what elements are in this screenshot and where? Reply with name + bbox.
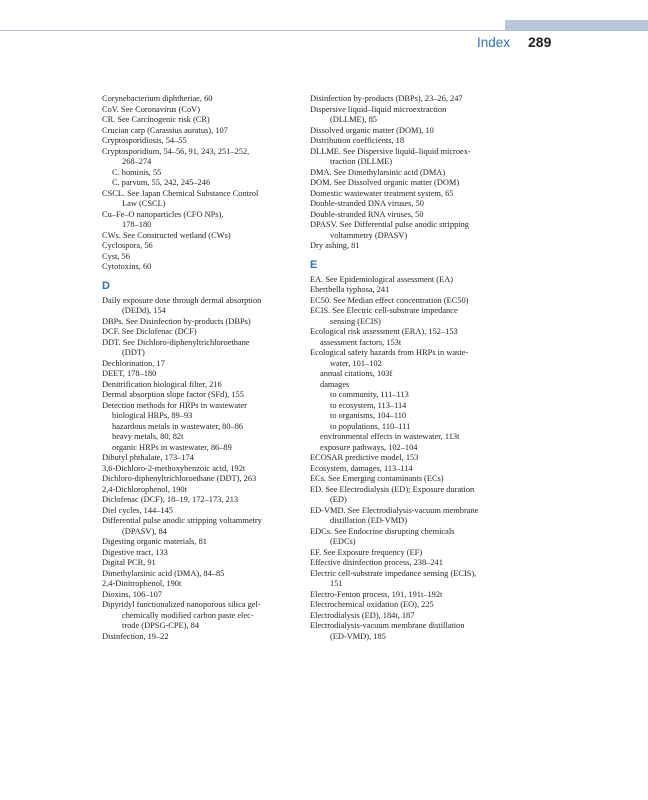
index-entry [102,231,290,242]
index-entry-line: (ED) [330,495,347,504]
index-entry-line: Eberthella typhosa, 241 [310,285,390,294]
index-letter-heading: E [310,258,318,271]
index-entry-line: Ecological risk assessment (ERA), 152–153 [310,327,458,336]
header-rule [0,30,648,31]
index-entry-line: Double-stranded DNA viruses, 50 [310,199,424,208]
index-entry-line: Dispersive liquid–liquid microextraction [310,104,447,114]
index-entry-line: DEET, 178–180 [102,369,157,378]
index-entry-line: Detection methods for HRPs in wastewater [102,400,247,410]
index-entry-line: exposure pathways, 102–104 [320,442,418,452]
index-subentry [310,422,510,433]
index-entry [310,199,510,210]
index-entry-line: to community, 111–113 [330,390,409,399]
index-entry-line: organic HRPs in wastewater, 86–89 [112,442,232,452]
index-entry-line: Digital PCR, 91 [102,558,156,567]
index-entry [102,136,290,147]
index-entry-line: ED-VMD. See Electrodialysis-vacuum membrane [310,505,479,515]
index-subentry [102,432,290,443]
index-entry-line: water, 101–102 [330,358,382,368]
index-entry-line: C. parvum, 55, 242, 245–246 [112,178,211,187]
index-entry [102,537,290,548]
index-entry-line: ECIS. See Electric cell-substrate impedance [310,306,458,315]
index-entry-line: Denitrification biological filter, 216 [102,379,222,389]
index-entry [310,136,510,147]
index-entry-line: DBPs. See Disinfection by-products (DBPs) [102,316,251,326]
index-entry-line: 2,4-Dichlorophenol, 190t [102,484,187,494]
index-entry-line: Dechlorination, 17 [102,358,165,368]
index-entry [102,105,290,116]
index-entry-line: Disinfection by-products (DBPs), 23–26, 247 [310,94,463,103]
index-entry-line: CR. See Carcinogenic risk (CR) [102,115,210,124]
index-entry [102,359,290,370]
index-entry-line: Distribution coefficients, 18 [310,136,405,145]
index-entry-line: (DPASV), 84 [122,526,167,536]
index-entry [102,147,290,168]
index-entry [102,516,290,537]
index-entry [310,590,510,601]
index-entry [102,401,290,412]
index-entry-line: annual citations, 103f [320,369,393,378]
index-entry [102,464,290,475]
index-entry [102,380,290,391]
index-entry [310,327,510,338]
index-entry-line: Dibutyl phthalate, 173–174 [102,453,194,462]
index-entry-line: heavy metals, 80, 82t [112,432,184,441]
index-entry-line: distillation (ED-VMD) [330,516,407,525]
index-entry [102,296,290,317]
index-entry-line: (EDCs) [330,537,356,546]
index-subentry [102,422,290,433]
index-entry [102,317,290,328]
index-entry [310,474,510,485]
index-entry-line: Cryptosporidiosis, 54–55 [102,136,187,145]
index-entry [102,126,290,137]
index-entry [310,210,510,221]
index-entry-line: Dioxins, 106–107 [102,589,163,599]
index-entry-line: environmental effects in wastewater, 113t [320,432,460,441]
index-subentry [102,168,290,179]
index-entry-line: EC50. See Median effect concentration (EC50) [310,295,469,305]
index-entry-line: to ecosystem, 113–114 [330,400,407,410]
index-entry-line: Cryptosporidium, 54–56, 91, 243, 251–252, [102,146,250,156]
index-entry-line: Double-stranded RNA viruses, 50 [310,209,424,219]
index-column-left [102,94,290,642]
index-entry-line: trode (DPSG-CPE), 84 [122,621,200,630]
index-entry-line: assessment factors, 153t [320,337,402,347]
index-entry-line: Diclofenac (DCF), 18–19, 172–173, 213 [102,495,239,504]
index-entry [310,168,510,179]
index-entry [310,464,510,475]
index-entry-line: DLLME. See Dispersive liquid–liquid microex- [310,146,471,156]
index-entry-line: Differential pulse anodic stripping voltammetry [102,516,262,525]
index-entry-line: to populations, 110–111 [330,421,411,431]
index-entry [102,495,290,506]
index-entry [310,275,510,286]
index-entry-line: Diel cycles, 144–145 [102,505,173,515]
index-entry-line: 178–180 [122,220,152,229]
index-entry [310,241,510,252]
index-entry [102,241,290,252]
index-entry [310,105,510,126]
index-entry-line: (ED-VMD), 185 [330,631,386,641]
index-subentry [310,432,510,443]
index-entry-line: Ecological safety hazards from HRPs in waste- [310,348,469,357]
index-entry [310,558,510,569]
index-entry [102,189,290,210]
index-subentry [102,178,290,189]
index-entry-line: Crucian carp (Carassius auratus), 107 [102,125,228,135]
index-entry-line: (DLLME), 85 [330,115,377,124]
index-entry-line: CSCL. See Japan Chemical Substance Control [102,188,259,198]
index-entry-line: Electrodialysis (ED), 184t, 187 [310,610,415,620]
index-entry [310,621,510,642]
index-entry [310,569,510,590]
index-entry-line: Electric cell-substrate impedance sensing (ECIS), [310,568,477,578]
index-entry [102,390,290,401]
index-entry-line: CWs. See Constructed wetland (CWs) [102,230,231,240]
index-entry [310,506,510,527]
index-entry [310,296,510,307]
index-entry-line: 2,4-Dinitrophenol, 190t [102,579,182,588]
index-entry-line: 3,6-Dichloro-2-methoxybenzoic acid, 192t [102,463,246,473]
index-entry [310,548,510,559]
index-entry [102,327,290,338]
index-entry-line: Corynebacterium diphtheriae, 60 [102,94,213,103]
index-subentry [102,411,290,422]
index-entry [310,220,510,241]
index-subentry [310,390,510,401]
index-entry [310,348,510,369]
index-column-right [310,94,510,642]
index-entry-line: Cu–Fe–O nanoparticles (CFO NPs), [102,209,224,219]
index-entry-line: hazardous metals in wastewater, 80–86 [112,421,244,431]
index-entry-line: 268–274 [122,157,152,166]
index-entry-line: DPASV. See Differential pulse anodic stripping [310,220,469,229]
index-entry-line: EDCs. See Endocrine disrupting chemicals [310,526,455,536]
index-entry-line: sensing (ECIS) [330,316,381,326]
index-entry [310,485,510,506]
index-entry [102,453,290,464]
index-entry-line: chemically modified carbon paste elec- [122,610,254,620]
index-entry-line: traction (DLLME) [330,157,393,166]
index-entry [310,285,510,296]
index-entry-line: EA. See Epidemiological assessment (EA) [310,274,454,284]
index-entry-line: CoV. See Coronavirus (CoV) [102,104,201,114]
index-entry-line: C. hominis, 55 [112,167,162,177]
index-letter-heading: D [102,279,110,292]
index-subentry [310,380,510,391]
index-entry [102,94,290,105]
index-entry [102,252,290,263]
index-entry-line: Digestive tract, 133 [102,547,168,557]
index-subentry [310,369,510,380]
index-entry-line: biological HRPs, 89–93 [112,411,193,420]
index-entry-line: damages [320,379,350,389]
index-entry-line: Electrochemical oxidation (EO), 225 [310,600,434,609]
index-entry-line: Dry ashing, 81 [310,241,360,250]
index-entry-line: Law (CSCL) [122,199,166,208]
index-entry-line: Cyclospora, 56 [102,241,153,250]
index-entry-line: DOM. See Dissolved organic matter (DOM) [310,178,460,187]
index-entry [102,569,290,580]
index-entry [102,210,290,231]
index-entry-line: Ecosystem, damages, 113–114 [310,463,413,473]
index-subentry [102,443,290,454]
index-entry-line: Dissolved organic matter (DOM), 10 [310,125,434,135]
index-entry [310,306,510,327]
index-subentry [310,401,510,412]
index-entry-line: Domestic wastewater treatment system, 65 [310,188,454,198]
index-entry [310,126,510,137]
index-entry [310,189,510,200]
index-entry-line: voltammetry (DPASV) [330,230,408,240]
index-entry-line: (DEDd), 154 [122,306,166,315]
index-entry-line: to organisms, 104–110 [330,411,407,420]
index-entry-line: Daily exposure dose through dermal absorption [102,295,262,305]
index-entry [102,600,290,632]
index-entry-line: Effective disinfection process, 238–241 [310,558,443,567]
index-entry-line: 151 [330,579,343,588]
index-entry-line: ECs. See Emerging contaminants (ECs) [310,474,444,483]
index-entry [102,579,290,590]
index-entry [102,115,290,126]
index-entry [102,474,290,485]
index-entry [310,178,510,189]
index-entry-line: Digesting organic materials, 81 [102,537,207,546]
index-entry [310,611,510,622]
page-number: 289 [528,34,552,50]
index-entry [102,590,290,601]
index-entry-line: Electro-Fenton process, 191, 191t–192t [310,589,443,599]
index-entry-line: Dichloro-diphenyltrichloroethane (DDT), 263 [102,474,257,483]
index-entry [310,527,510,548]
index-subentry [310,338,510,349]
index-entry [310,147,510,168]
index-entry [310,600,510,611]
index-entry [310,453,510,464]
index-entry-line: ED. See Electrodialysis (ED); Exposure duration [310,484,475,494]
index-entry-line: Electrodialysis-vacuum membrane distillation [310,621,465,630]
index-entry [102,369,290,380]
index-subentry [310,443,510,454]
index-entry-line: Dermal absorption slope factor (SFd), 155 [102,390,244,399]
index-entry [102,632,290,643]
index-entry [310,94,510,105]
index-entry-line: DMA. See Dimethylarsinic acid (DMA) [310,167,446,177]
index-entry [102,485,290,496]
index-entry-line: DCF. See Diclofenac (DCF) [102,327,197,336]
index-entry-line: DDT. See Dichloro-diphenyltrichloroethane [102,337,250,347]
index-entry [102,338,290,359]
index-entry-line: Dimethylarsinic acid (DMA), 84–85 [102,568,225,578]
index-entry [102,262,290,273]
index-entry-line: Cyst, 56 [102,251,130,261]
index-entry-line: Dipyridyl functionalized nanoporous silica gel- [102,600,261,609]
index-entry-line: ECOSAR predictive model, 153 [310,453,419,462]
running-header-section: Index [477,35,511,50]
index-entry [102,506,290,517]
index-entry [102,548,290,559]
index-subentry [310,411,510,422]
index-entry-line: Disinfection, 19–22 [102,631,169,641]
index-entry-line: (DDT) [122,348,145,357]
index-entry-line: EF. See Exposure frequency (EF) [310,547,423,557]
index-entry-line: Cytotoxins, 60 [102,262,152,271]
index-entry [102,558,290,569]
